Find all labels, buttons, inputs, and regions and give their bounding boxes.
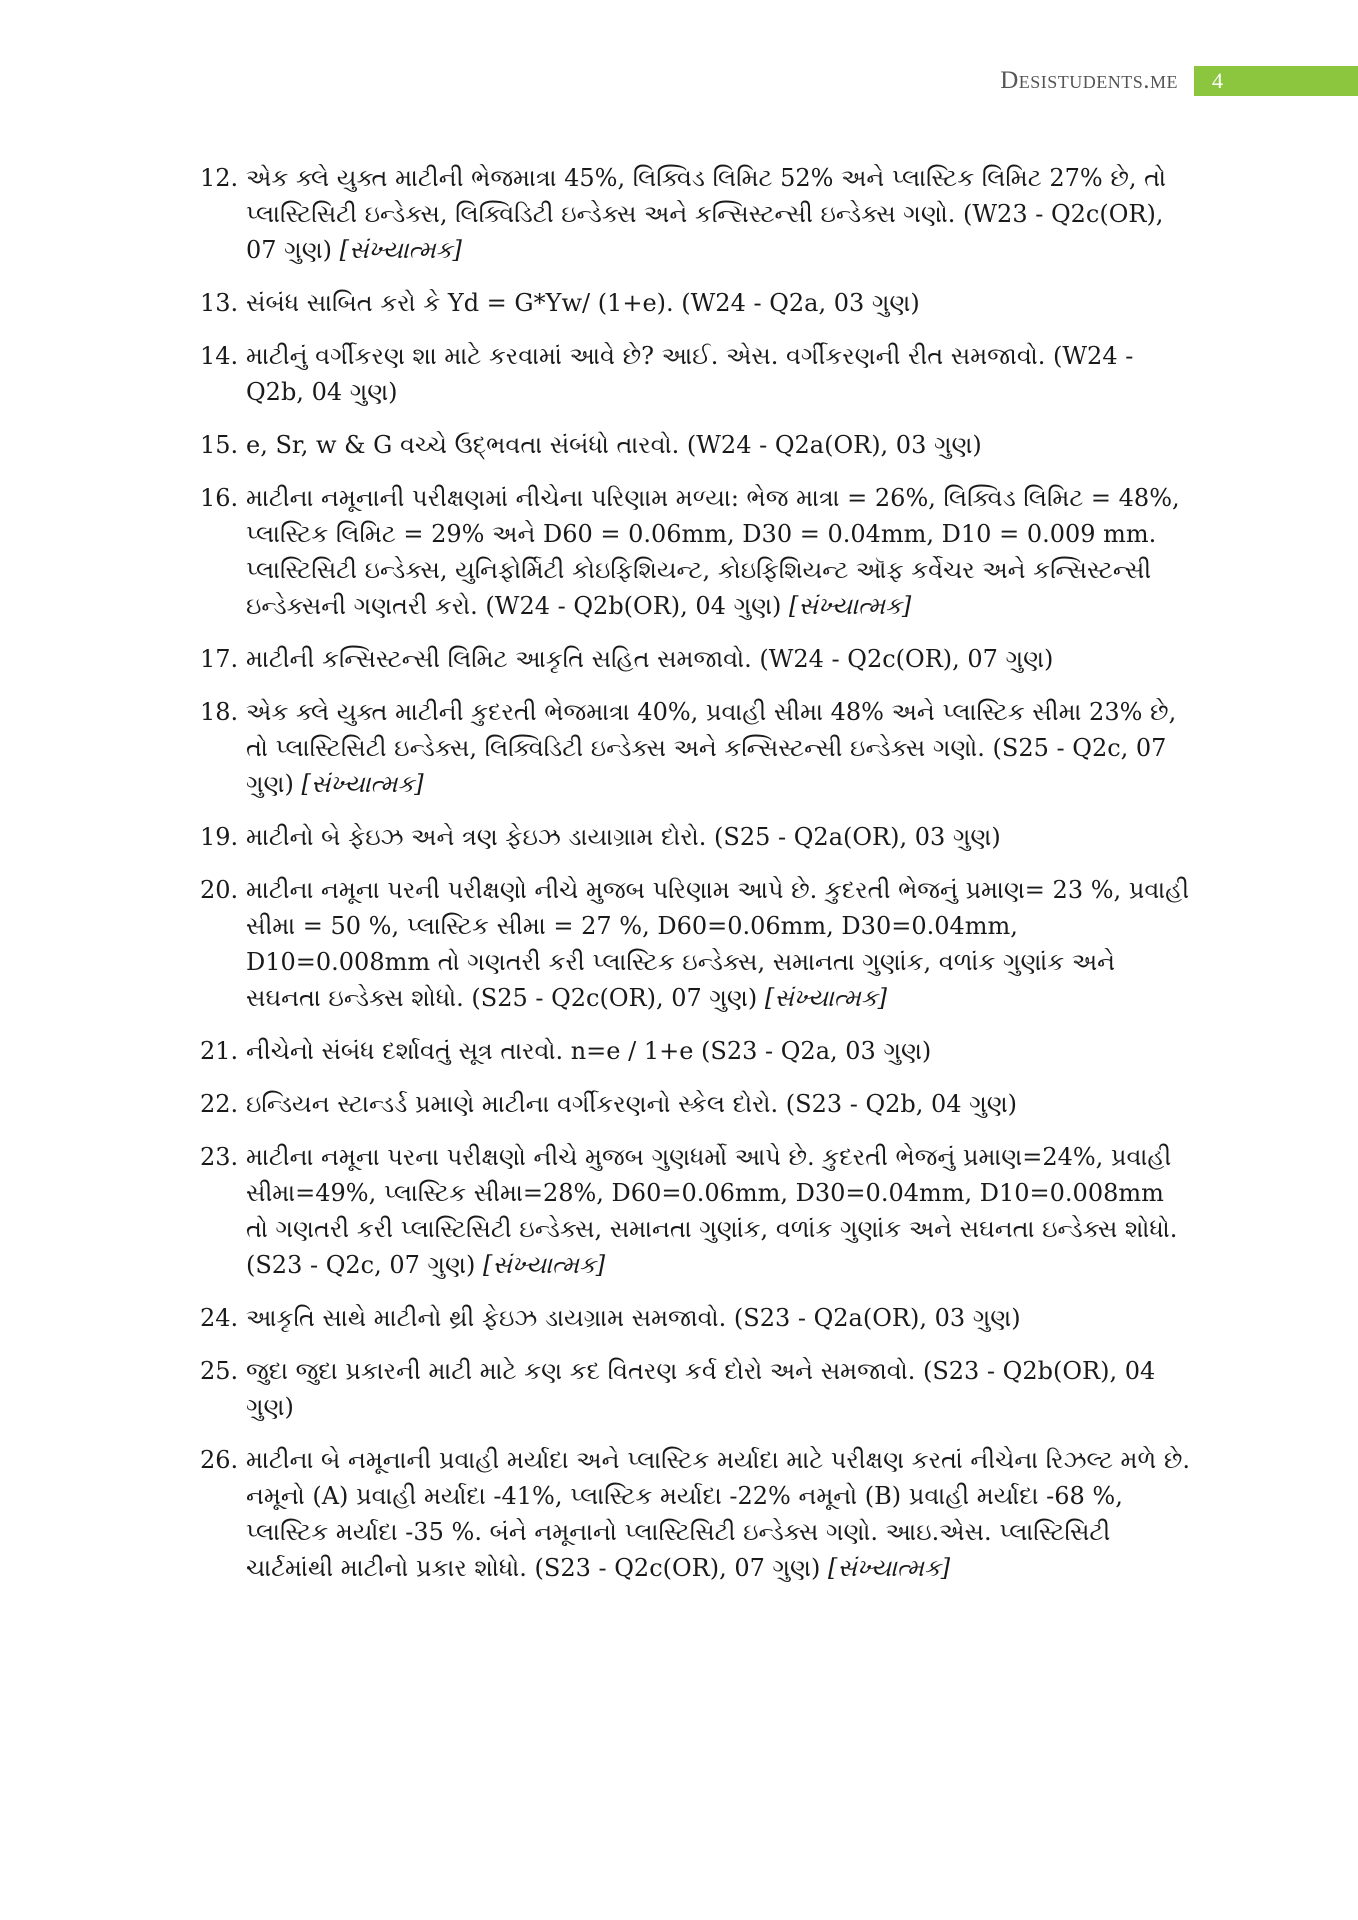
question-number: 25.: [200, 1357, 239, 1385]
question-body: [246, 1353, 1190, 1425]
question-number: 24.: [200, 1304, 239, 1332]
question-tag: [સંખ્યાત્મક]: [764, 984, 888, 1012]
question-text: આકૃતિ સાથે માટીનો થ્રી ફેઇઝ ડાયગ્રામ સમજાવો. (S23 - Q2a(OR), 03 ગુણ): [246, 1304, 1021, 1332]
question-text: જુદા જુદા પ્રકારની માટી માટે કણ કદ વિતરણ કર્વ દોરો અને સમજાવો. (S23 - Q2b(OR), 04 ગુણ): [246, 1357, 1156, 1421]
question-number: 20.: [200, 876, 239, 904]
question-item: [200, 1300, 1190, 1336]
question-tag: [સંખ્યાત્મક]: [789, 592, 912, 620]
question-body: [246, 1300, 1190, 1336]
page-number: 4: [1194, 66, 1358, 96]
question-body: [246, 1442, 1190, 1586]
question-body: [246, 819, 1190, 855]
question-body: [246, 1086, 1190, 1122]
question-item: [200, 1353, 1190, 1425]
question-list: [200, 160, 1190, 1603]
question-item: [200, 427, 1190, 463]
question-item: [200, 1139, 1190, 1283]
question-number: 12.: [200, 164, 239, 192]
question-number: 16.: [200, 484, 239, 512]
site-name: Desistudents.me: [1000, 67, 1178, 94]
question-text: માટીના બે નમૂનાની પ્રવાહી મર્યાદા અને પ્લાસ્ટિક મર્યાદા માટે પરીક્ષણ કરતાં નીચેના રિઝલ્ટ મળે છે. નમૂનો (A) પ્રવાહી મર્યાદા -41%, પ્લાસ્ટિક મર્યાદા -22% નમૂનો (B) પ્રવાહી મર્યાદા -68 %, પ્લાસ્ટિક મર્યાદા -35 %. બંને નમૂનાનો પ્લાસ્ટિસિટી ઇન્ડેક્સ ગણો. આઇ.એસ. પ્લાસ્ટિસિટી ચાર્ટમાંથી માટીનો પ્રકાર શોધો. (S23 - Q2c(OR), 07 ગુણ): [246, 1446, 1191, 1582]
question-body: [246, 1033, 1190, 1069]
question-text: ઇન્ડિયન સ્ટાન્ડર્ડ પ્રમાણે માટીના વર્ગીકરણનો સ્કેલ દોરો. (S23 - Q2b, 04 ગુણ): [246, 1090, 1018, 1118]
question-text: એક ક્લે યુક્ત માટીની કુદરતી ભેજમાત્રા 40%, પ્રવાહી સીમા 48% અને પ્લાસ્ટિક સીમા 23% છે, તો પ્લાસ્ટિસિટી ઇન્ડેક્સ, લિક્વિડિટી ઇન્ડેક્સ અને કન્સિસ્ટન્સી ઇન્ડેક્સ ગણો. (S25 - Q2c, 07 ગુણ): [246, 698, 1177, 798]
question-item: [200, 641, 1190, 677]
question-tag: [સંખ્યાત્મક]: [339, 236, 462, 264]
question-number: 26.: [200, 1446, 239, 1474]
question-item: [200, 338, 1190, 410]
question-number: 14.: [200, 342, 239, 370]
question-text: સંબંધ સાબિત કરો કે Yd = G*Yw/ (1+e). (W24 - Q2a, 03 ગુણ): [246, 289, 920, 317]
question-body: [246, 694, 1190, 802]
question-item: [200, 1442, 1190, 1586]
question-item: [200, 694, 1190, 802]
question-item: [200, 285, 1190, 321]
question-number: 15.: [200, 431, 239, 459]
question-item: [200, 819, 1190, 855]
question-body: [246, 427, 1190, 463]
question-text: માટીની કન્સિસ્ટન્સી લિમિટ આકૃતિ સહિત સમજાવો. (W24 - Q2c(OR), 07 ગુણ): [246, 645, 1054, 673]
question-body: [246, 641, 1190, 677]
question-body: [246, 285, 1190, 321]
question-number: 18.: [200, 698, 239, 726]
question-item: [200, 872, 1190, 1016]
question-text: માટીના નમૂના પરની પરીક્ષણો નીચે મુજબ પરિણામ આપે છે. કુદરતી ભેજનું પ્રમાણ= 23 %, પ્રવાહી સીમા = 50 %, પ્લાસ્ટિક સીમા = 27 %, D60=0.06mm, D30=0.04mm, D10=0.008mm તો ગણતરી કરી પ્લાસ્ટિક ઇન્ડેક્સ, સમાનતા ગુણાંક, વળાંક ગુણાંક અને સઘનતા ઇન્ડેક્સ શોધો. (S25 - Q2c(OR), 07 ગુણ): [246, 876, 1190, 1012]
question-text: માટીના નમૂના પરના પરીક્ષણો નીચે મુજબ ગુણધર્મો આપે છે. કુદરતી ભેજનું પ્રમાણ=24%, પ્રવાહી સીમા=49%, પ્લાસ્ટિક સીમા=28%, D60=0.06mm, D30=0.04mm, D10=0.008mm તો ગણતરી કરી પ્લાસ્ટિસિટી ઇન્ડેક્સ, સમાનતા ગુણાંક, વળાંક ગુણાંક અને સઘનતા ઇન્ડેક્સ શોધો. (S23 - Q2c, 07 ગુણ): [246, 1143, 1178, 1279]
question-text: માટીનો બે ફેઇઝ અને ત્રણ ફેઇઝ ડાયાગ્રામ દોરો. (S25 - Q2a(OR), 03 ગુણ): [246, 823, 1001, 851]
question-body: [246, 872, 1190, 1016]
question-item: [200, 480, 1190, 624]
question-item: [200, 160, 1190, 268]
question-text: માટીના નમૂનાની પરીક્ષણમાં નીચેના પરિણામ મળ્યા: ભેજ માત્રા = 26%, લિક્વિડ લિમિટ = 48%, પ્લાસ્ટિક લિમિટ = 29% અને D60 = 0.06mm, D30 = 0.04mm, D10 = 0.009 mm. પ્લાસ્ટિસિટી ઇન્ડેક્સ, યુનિફોર્મિટી કોઇફિશિયન્ટ, કોઇફિશિયન્ટ ઑફ કર્વેચર અને કન્સિસ્ટન્સી ઇન્ડેક્સની ગણતરી કરો. (W24 - Q2b(OR), 04 ગુણ): [246, 484, 1180, 620]
question-tag: [સંખ્યાત્મક]: [301, 770, 424, 798]
page-header: [1000, 66, 1358, 96]
question-body: [246, 338, 1190, 410]
question-number: 17.: [200, 645, 239, 673]
question-text: નીચેનો સંબંધ દર્શાવતું સૂત્ર તારવો. n=e / 1+e (S23 - Q2a, 03 ગુણ): [246, 1037, 932, 1065]
question-number: 22.: [200, 1090, 239, 1118]
question-text: e, Sr, w & G વચ્ચે ઉદ્ભવતા સંબંધો તારવો. (W24 - Q2a(OR), 03 ગુણ): [246, 431, 982, 459]
question-text: એક ક્લે યુક્ત માટીની ભેજમાત્રા 45%, લિક્વિડ લિમિટ 52% અને પ્લાસ્ટિક લિમિટ 27% છે, તો પ્લાસ્ટિસિટી ઇન્ડેક્સ, લિક્વિડિટી ઇન્ડેક્સ અને કન્સિસ્ટન્સી ઇન્ડેક્સ ગણો. (W23 - Q2c(OR), 07 ગુણ): [246, 164, 1167, 264]
question-item: [200, 1086, 1190, 1122]
question-item: [200, 1033, 1190, 1069]
question-number: 19.: [200, 823, 239, 851]
question-body: [246, 160, 1190, 268]
question-number: 21.: [200, 1037, 239, 1065]
question-number: 13.: [200, 289, 239, 317]
question-tag: [સંખ્યાત્મક]: [827, 1554, 951, 1582]
question-tag: [સંખ્યાત્મક]: [482, 1251, 606, 1279]
question-text: માટીનું વર્ગીકરણ શા માટે કરવામાં આવે છે? આઈ. એસ. વર્ગીકરણની રીત સમજાવો. (W24 - Q2b, 04 ગુણ): [246, 342, 1134, 406]
question-body: [246, 1139, 1190, 1283]
question-body: [246, 480, 1190, 624]
question-number: 23.: [200, 1143, 239, 1171]
